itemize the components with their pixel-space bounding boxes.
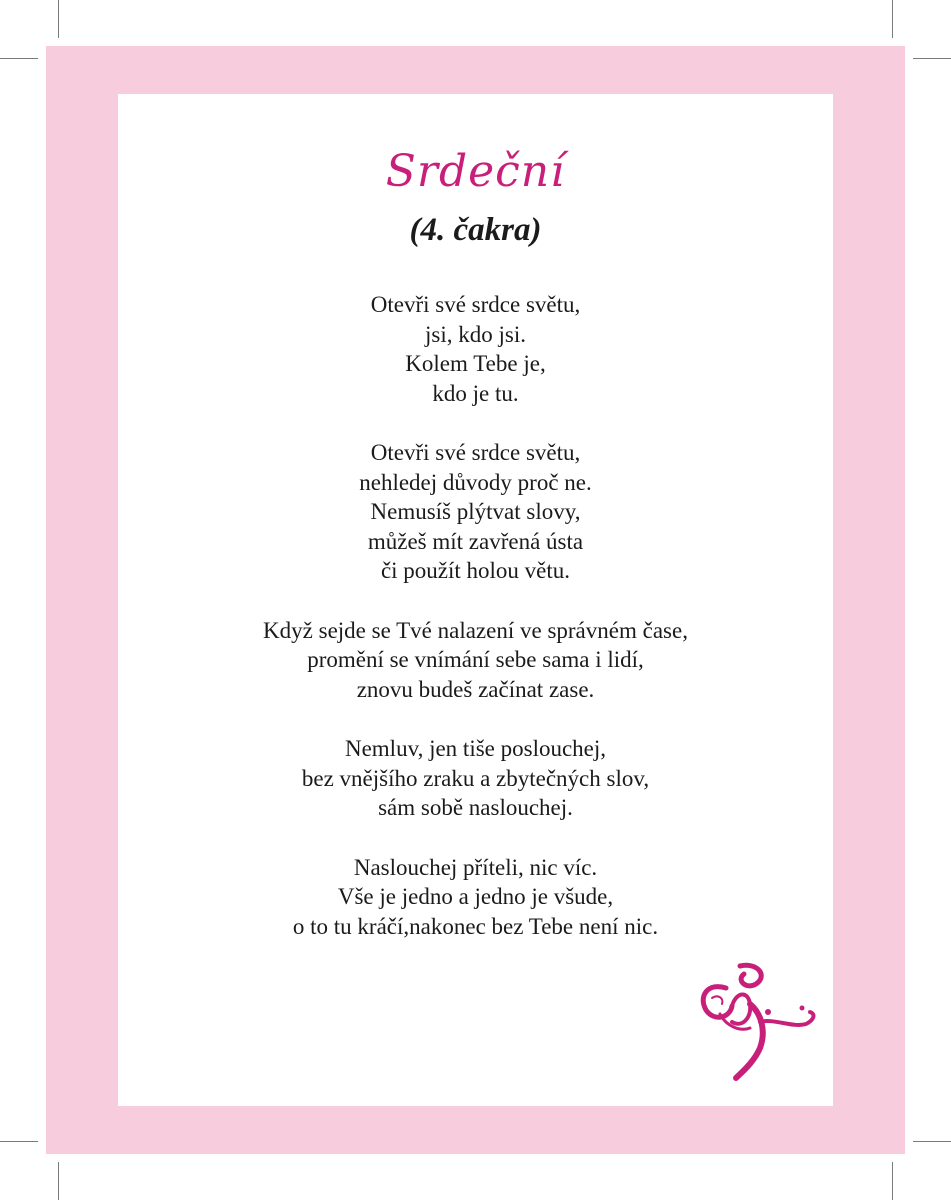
poem-line: promění se vnímání sebe sama i lidí, — [307, 647, 644, 672]
crop-mark-right-top — [913, 58, 951, 59]
crop-mark-bottom-left — [58, 1162, 59, 1200]
stanza — [0, 853, 951, 942]
poem-line: o to tu kráčí,nakonec bez Tebe není nic. — [292, 913, 659, 939]
stanza — [0, 438, 951, 586]
poem-line: znovu budeš začínat zase. — [356, 676, 595, 702]
poem-line: kdo je tu. — [432, 380, 519, 406]
poem-line: Nemusíš plýtvat slovy, — [370, 499, 581, 524]
poem-line: jsi, kdo jsi. — [425, 321, 526, 347]
crop-mark-left-bottom — [0, 1141, 38, 1142]
poem-line: Když sejde se Tvé nalazení ve správném čase, — [263, 617, 688, 643]
crop-mark-right-bottom — [913, 1141, 951, 1142]
stanza — [0, 290, 951, 408]
poem-body — [0, 290, 951, 971]
poem-line: Nemluv, jen tiše poslouchej, — [344, 736, 607, 761]
crop-mark-left-top — [0, 58, 38, 59]
poem-line: nehledej důvody proč ne. — [359, 469, 592, 495]
crop-mark-top-left — [58, 0, 59, 38]
poem-line: Otevři své srdce světu, — [370, 292, 581, 317]
poem-title: Srdeční — [385, 146, 566, 197]
poem-line: Kolem Tebe je, — [405, 351, 546, 376]
poem-line: bez vnějšího zraku a zbytečných slov, — [301, 765, 650, 791]
crop-mark-top-right — [892, 0, 893, 38]
poem-line: Otevři své srdce světu, — [370, 440, 581, 465]
poem-line: Vše je jedno a jedno je všude, — [337, 884, 614, 909]
poem-line: Naslouchej příteli, nic víc. — [353, 854, 598, 880]
poem-subtitle: (4. čakra) — [409, 212, 542, 248]
stanza — [0, 734, 951, 823]
poem-line: sám sobě naslouchej. — [378, 795, 573, 820]
poem-line: můžeš mít zavřená ústa — [367, 528, 584, 554]
stanza — [0, 616, 951, 705]
poem-line: či použít holou větu. — [380, 558, 571, 583]
flourish-ornament-icon — [696, 962, 820, 1082]
crop-mark-bottom-right — [892, 1162, 893, 1200]
